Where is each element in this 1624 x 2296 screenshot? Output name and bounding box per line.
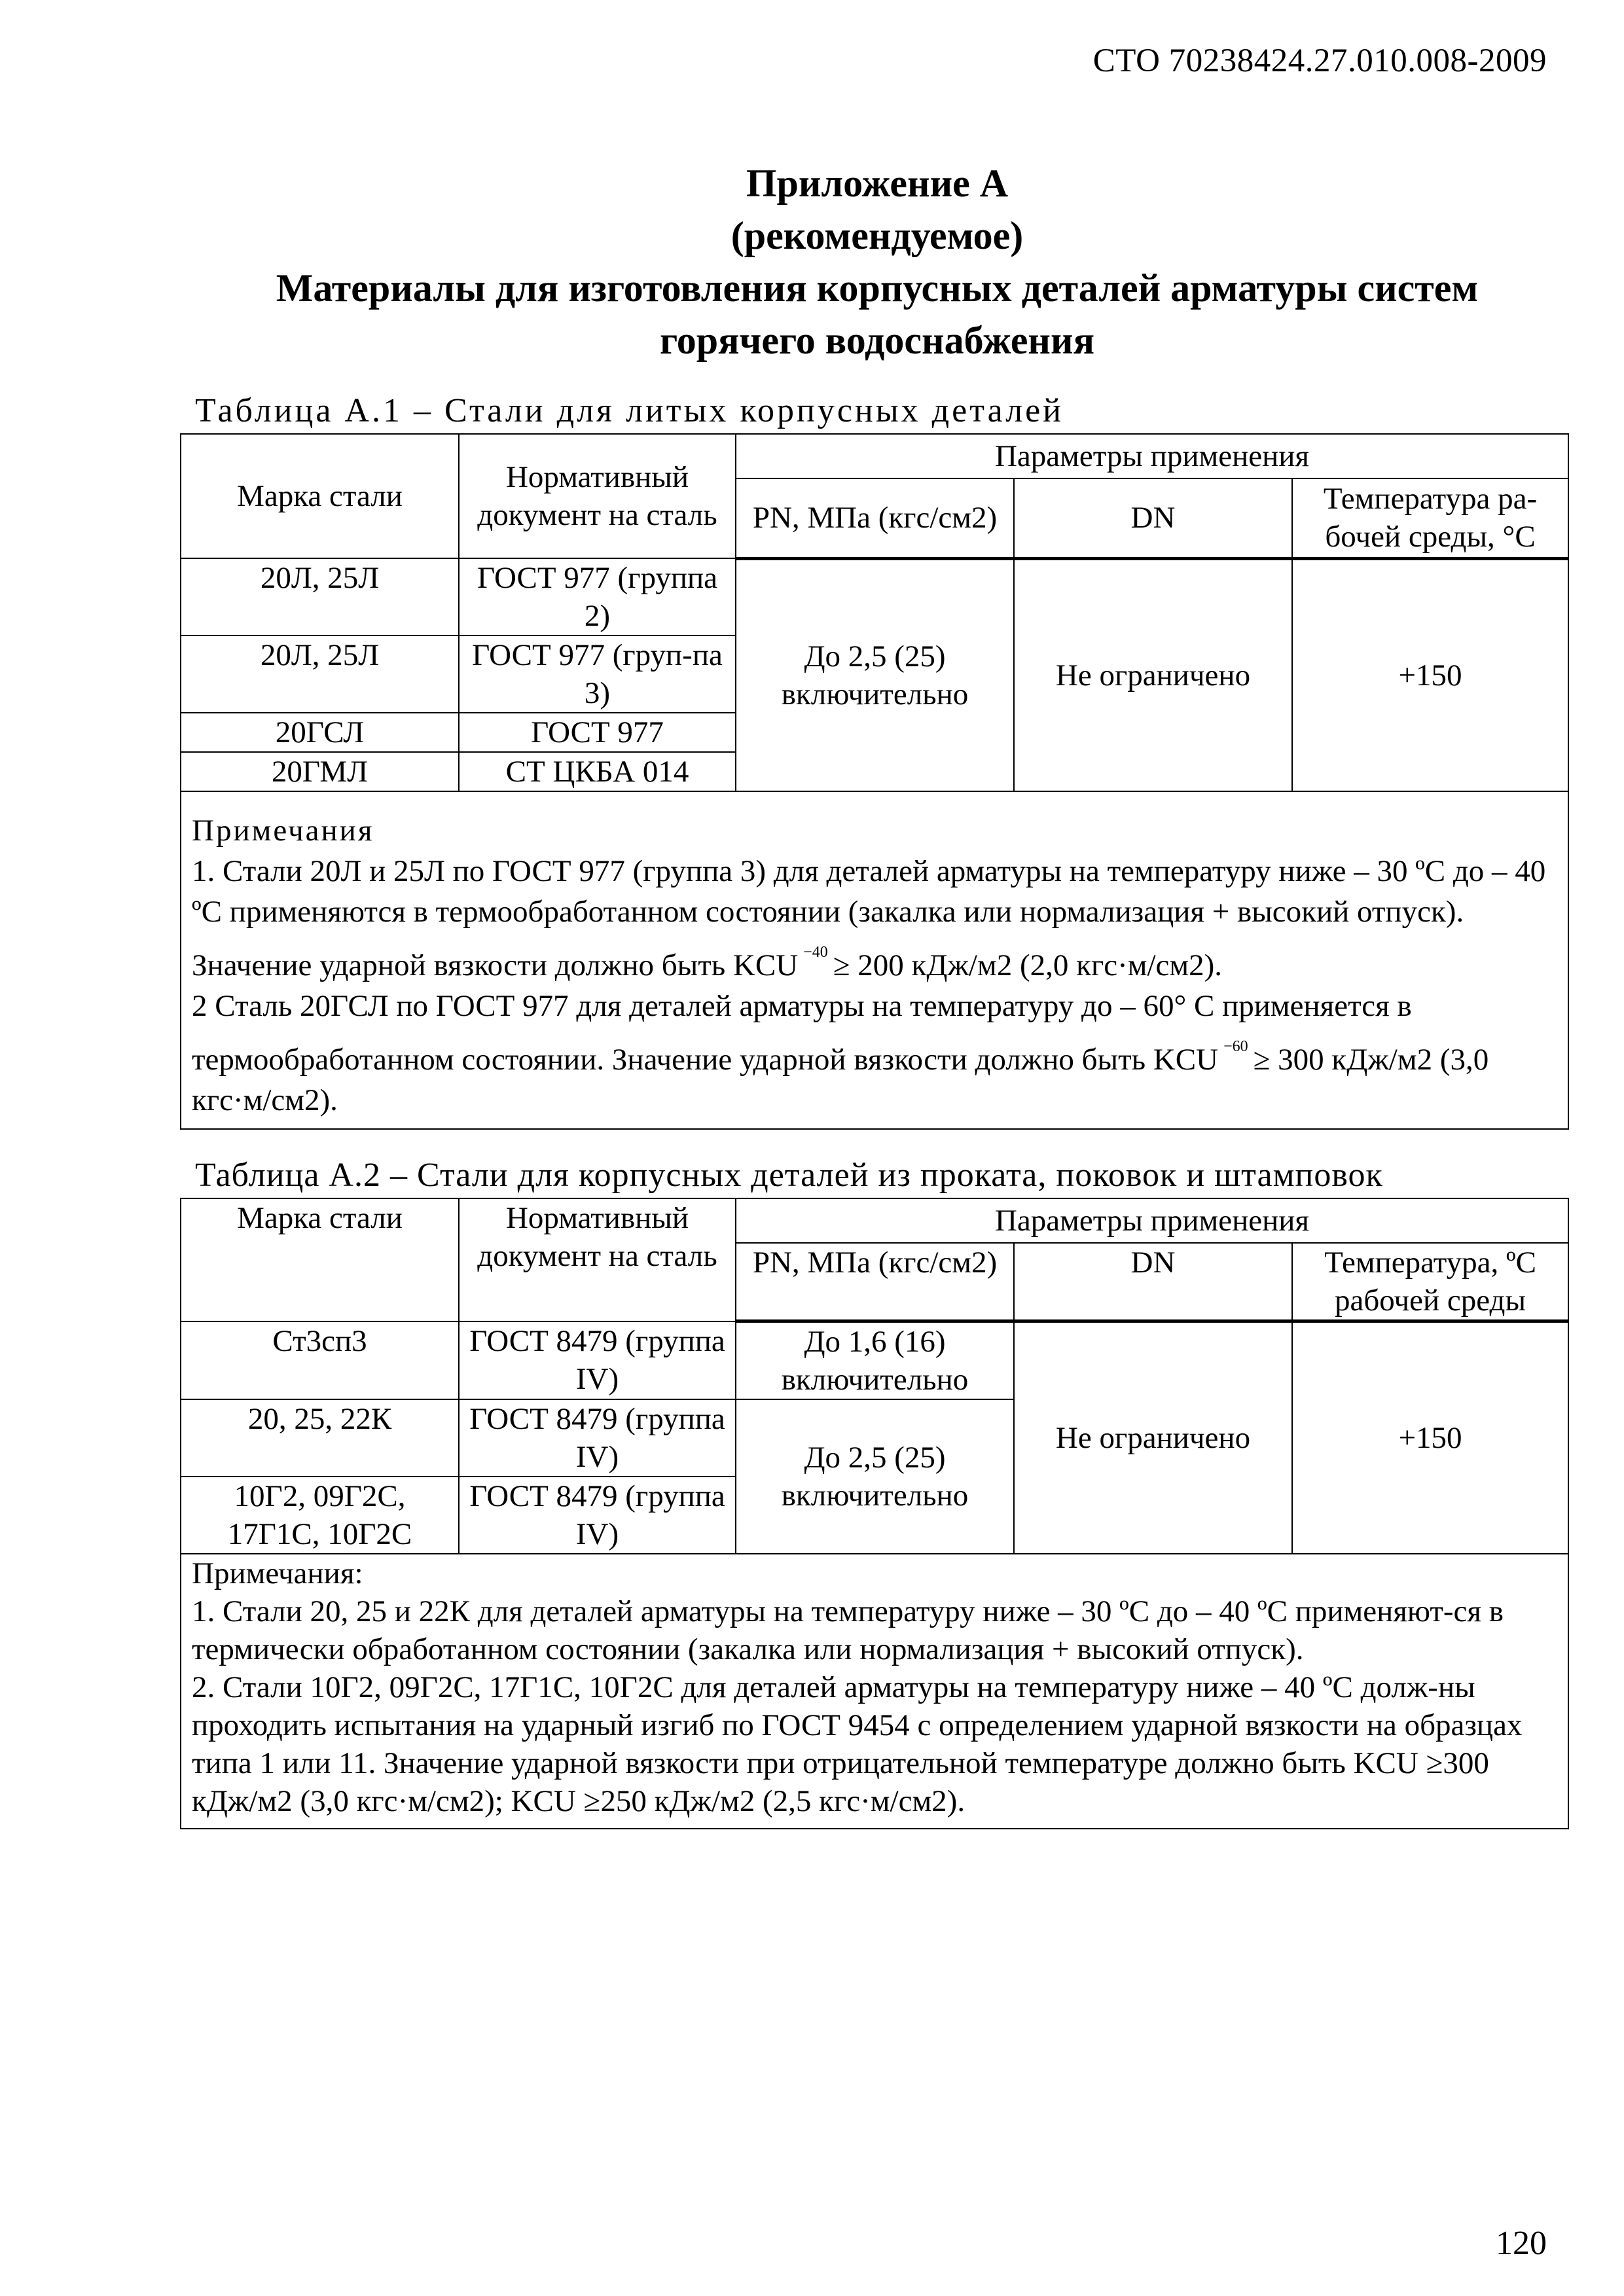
document-code: СТО 70238424.27.010.008-2009 bbox=[1092, 43, 1547, 79]
header-normative-document: Нормативный документ на сталь bbox=[459, 1198, 736, 1321]
header-pn: PN, МПа (кгс/см2) bbox=[736, 478, 1014, 558]
note-1-superscript: −40 bbox=[803, 944, 828, 961]
normative-doc-cell: ГОСТ 977 bbox=[459, 713, 736, 752]
table-rolled-steels bbox=[180, 1198, 1569, 1829]
steel-grade-cell: 20, 25, 22К bbox=[181, 1399, 459, 1477]
steel-grade-cell: 20Л, 25Л bbox=[181, 558, 459, 636]
steel-grade-cell: 20ГСЛ bbox=[181, 713, 459, 752]
table-row bbox=[181, 1321, 1568, 1400]
pn-value-cell: До 2,5 (25) включительно bbox=[736, 1399, 1014, 1554]
appendix-subject-line1: Материалы для изготовления корпусных деталей арматуры систем bbox=[276, 266, 1479, 310]
note-1: 1. Стали 20, 25 и 22К для деталей арматуры на температуру ниже – 30 ºС до – 40 ºС применяют-ся в термически обработанном состоянии (закалка или нормализация + высокий отпуск). bbox=[192, 1594, 1504, 1666]
header-application-parameters: Параметры применения bbox=[736, 1198, 1568, 1243]
appendix-title: Приложение А bbox=[746, 162, 1009, 205]
note-2-text: 2 Сталь 20ГСЛ по ГОСТ 977 для деталей арматуры на температуру до – 60° С применяется в термообработанном состоянии. Значение ударной вязкости должно быть KCU bbox=[192, 989, 1412, 1077]
header-pn: PN, МПа (кгс/см2) bbox=[736, 1243, 1014, 1321]
steel-grade-cell: 20Л, 25Л bbox=[181, 636, 459, 713]
normative-doc-cell: ГОСТ 8479 (группа IV) bbox=[459, 1399, 736, 1477]
steel-grade-cell: 10Г2, 09Г2С, 17Г1С, 10Г2С bbox=[181, 1477, 459, 1554]
temperature-value-cell: +150 bbox=[1292, 558, 1568, 791]
appendix-title-block bbox=[183, 157, 1571, 367]
appendix-status: (рекомендуемое) bbox=[731, 214, 1024, 257]
note-2 bbox=[192, 986, 1557, 1121]
table2-caption: Таблица А.2 – Стали для корпусных деталей из проката, поковок и штамповок bbox=[195, 1157, 1383, 1194]
table-cast-steels bbox=[180, 433, 1569, 1130]
note-1-value: ≥ 200 кДж/м2 (2,0 кгс·м/см2). bbox=[833, 948, 1223, 982]
note-2-superscript: −60 bbox=[1223, 1038, 1248, 1055]
dn-value-cell: Не ограничено bbox=[1014, 1321, 1292, 1554]
appendix-subject-line2: горячего водоснабжения bbox=[659, 319, 1095, 362]
header-normative-document: Нормативный документ на сталь bbox=[459, 434, 736, 558]
header-dn: DN bbox=[1014, 1243, 1292, 1321]
table2-notes bbox=[181, 1554, 1568, 1829]
notes-heading: Примечания bbox=[192, 814, 374, 848]
temperature-value-cell: +150 bbox=[1292, 1321, 1568, 1554]
normative-doc-cell: СТ ЦКБА 014 bbox=[459, 752, 736, 791]
table1-caption: Таблица А.1 – Стали для литых корпусных деталей bbox=[195, 392, 1064, 429]
header-steel-grade: Марка стали bbox=[181, 1198, 459, 1321]
table1-notes bbox=[181, 791, 1568, 1129]
dn-value-cell: Не ограничено bbox=[1014, 558, 1292, 791]
note-1 bbox=[192, 851, 1557, 986]
normative-doc-cell: ГОСТ 8479 (группа IV) bbox=[459, 1321, 736, 1400]
steel-grade-cell: Ст3сп3 bbox=[181, 1321, 459, 1400]
note-1-text: 1. Стали 20Л и 25Л по ГОСТ 977 (группа 3) для деталей арматуры на температуру ниже – 30 ºС до – 40 ºС применяются в термообработанном состоянии (закалка или нормализация + высокий отпуск). Значение ударной вязкости должно быть KCU bbox=[192, 854, 1546, 982]
pn-value-cell: До 1,6 (16) включительно bbox=[736, 1321, 1014, 1400]
steel-grade-cell: 20ГМЛ bbox=[181, 752, 459, 791]
page-number: 120 bbox=[1496, 2225, 1547, 2262]
header-temperature: Температура, ºС рабочей среды bbox=[1292, 1243, 1568, 1321]
table-row bbox=[181, 558, 1568, 636]
header-dn: DN bbox=[1014, 478, 1292, 558]
normative-doc-cell: ГОСТ 977 (груп-па 3) bbox=[459, 636, 736, 713]
header-application-parameters: Параметры применения bbox=[736, 434, 1568, 478]
normative-doc-cell: ГОСТ 8479 (группа IV) bbox=[459, 1477, 736, 1554]
header-steel-grade: Марка стали bbox=[181, 434, 459, 558]
pn-value-cell: До 2,5 (25) включительно bbox=[736, 558, 1014, 791]
notes-heading: Примечания: bbox=[192, 1556, 363, 1590]
header-temperature: Температура ра-бочей среды, °С bbox=[1292, 478, 1568, 558]
normative-doc-cell: ГОСТ 977 (группа 2) bbox=[459, 558, 736, 636]
note-2: 2. Стали 10Г2, 09Г2С, 17Г1С, 10Г2С для деталей арматуры на температуру ниже – 40 ºС долж-ны проходить испытания на ударный изгиб по ГОСТ 9454 с определением ударной вязкости на образцах типа 1 или 11. Значение ударной вязкости при отрицательной температуре должно быть KCU ≥300 кДж/м2 (3,0 кгс·м/см2); KCU ≥250 кДж/м2 (2,5 кгс·м/см2). bbox=[192, 1670, 1523, 1818]
note-2-value: ≥ 300 кДж/м2 (3,0 кгс·м/см2). bbox=[192, 1043, 1489, 1117]
